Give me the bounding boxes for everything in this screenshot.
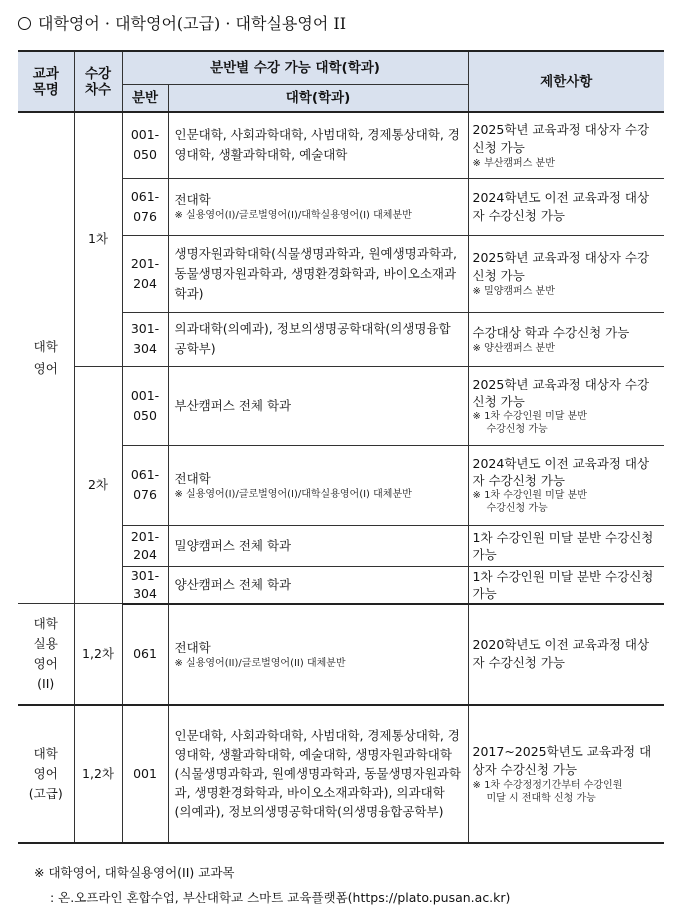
- college-note: ※ 실용영어(I)/글로벌영어(I)/대학실용영어(I) 대체분반: [174, 210, 412, 221]
- restriction-cell: [468, 604, 664, 705]
- college-cell: [168, 112, 468, 178]
- restriction-cell: [468, 445, 664, 525]
- class-cell: 061- 076: [122, 178, 168, 235]
- college-cell: [168, 525, 468, 566]
- restriction-note: 수강신청 가능: [486, 423, 548, 435]
- college-note: ※ 실용영어(II)/글로벌영어(II) 대체분반: [174, 657, 346, 669]
- class-cell: 301- 304: [122, 566, 168, 604]
- restriction-text: 1차 수강인원 미달 분반 수강신청 가능: [472, 568, 654, 601]
- restriction-note: ※ 밀양캠퍼스 분반: [472, 286, 555, 297]
- table-row: [18, 705, 664, 843]
- college-cell: [168, 178, 468, 235]
- college-text: 생명자원과학대학(식물생명과학과, 원예생명과학과, 동물생명자원과학과, 생명환경화학과, 바이오소재과학과): [174, 245, 457, 301]
- restriction-text: 2025학년 교육과정 대상자 수강신청 가능: [472, 121, 650, 155]
- restriction-text: 2017~2025학년도 교육과정 대상자 수강신청 가능: [472, 743, 652, 777]
- restriction-cell: [468, 235, 664, 312]
- header-round: 수강 차수: [74, 51, 122, 112]
- college-note: ※ 실용영어(I)/글로벌영어(I)/대학실용영어(I) 대체분반: [174, 488, 412, 500]
- college-text: 양산캠퍼스 전체 학과: [174, 576, 292, 592]
- college-text: 전대학: [174, 192, 211, 207]
- restriction-cell: [468, 312, 664, 366]
- college-text: 전대학: [174, 639, 211, 655]
- restriction-text: 2024학년도 이전 교육과정 대상자 수강신청 가능: [472, 456, 650, 488]
- restriction-text: 수강대상 학과 수강신청 가능: [472, 324, 630, 340]
- header-restriction: 제한사항: [468, 51, 664, 112]
- restriction-cell: [468, 178, 664, 235]
- restriction-text: 1차 수강인원 미달 분반 수강신청 가능: [472, 529, 654, 562]
- college-cell: [168, 366, 468, 445]
- header-class: 분반: [122, 85, 168, 113]
- restriction-note: ※ 1차 수강인원 미달 분반: [472, 490, 587, 501]
- table-row: [18, 366, 664, 445]
- restriction-cell: [468, 705, 664, 843]
- college-cell: [168, 312, 468, 366]
- college-text: 전대학: [174, 470, 211, 486]
- page-title: [18, 11, 346, 34]
- restriction-note: ※ 양산캠퍼스 분반: [472, 342, 555, 354]
- restriction-note: ※ 1차 수강정정기간부터 수강인원: [472, 779, 623, 791]
- restriction-cell: [468, 566, 664, 604]
- restriction-note: ※ 1차 수강인원 미달 분반: [472, 410, 587, 422]
- college-cell: [168, 445, 468, 525]
- circle-bullet-icon: [18, 17, 31, 30]
- college-text: 부산캠퍼스 전체 학과: [174, 397, 292, 413]
- restriction-cell: [468, 366, 664, 445]
- college-text: 밀양캠퍼스 전체 학과: [174, 537, 292, 553]
- header-college: 대학(학과): [168, 85, 468, 113]
- subject-cell: 대학 영어: [18, 112, 74, 604]
- college-text: 의과대학(의예과), 정보의생명공학대학(의생명융합공학부): [174, 321, 451, 356]
- restriction-cell: [468, 525, 664, 566]
- class-cell: 061: [122, 604, 168, 705]
- table-row: [18, 112, 664, 178]
- college-text: 인문대학, 사회과학대학, 사범대학, 경제통상대학, 경영대학, 생활과학대학, 예술대학: [174, 127, 460, 163]
- footnote-line-1: ※ 대학영어, 대학실용영어(II) 교과목: [34, 865, 235, 880]
- restriction-cell: [468, 112, 664, 178]
- college-cell: [168, 235, 468, 312]
- class-cell: 001: [122, 705, 168, 843]
- class-cell: 001- 050: [122, 366, 168, 445]
- round-cell: 1,2차: [74, 604, 122, 705]
- college-cell: [168, 604, 468, 705]
- restriction-text: 2024학년도 이전 교육과정 대상자 수강신청 가능: [472, 189, 650, 223]
- round-cell: 2차: [74, 366, 122, 604]
- subject-cell: 대학 실용 영어 (II): [18, 604, 74, 705]
- class-cell: 201- 204: [122, 235, 168, 312]
- college-cell: [168, 705, 468, 843]
- restriction-note: 수강신청 가능: [486, 503, 548, 514]
- college-cell: [168, 566, 468, 604]
- footnote-line-2: : 온.오프라인 혼합수업, 부산대학교 스마트 교육플랫폼(https://plato.pusan.ac.kr): [50, 890, 511, 905]
- class-cell: 301- 304: [122, 312, 168, 366]
- restriction-text: 2020학년도 이전 교육과정 대상자 수강신청 가능: [472, 637, 650, 670]
- restriction-note: ※ 부산캠퍼스 분반: [472, 157, 555, 169]
- restriction-text: 2025학년 교육과정 대상자 수강신청 가능: [472, 376, 650, 409]
- college-text: 인문대학, 사회과학대학, 사범대학, 경제통상대학, 경영대학, 생활과학대학, 예술대학, 생명자원과학대학(식물생명과학과, 원예생명과학과, 동물생명자원과학과, 생명환경화학과, 바이오소재과학과), 의과대학(의예과), 정보의생명공학대학(의생명융합공학부): [174, 728, 461, 819]
- header-subject: 교과 목명: [18, 51, 74, 112]
- round-cell: 1,2차: [74, 705, 122, 843]
- round-cell: 1차: [74, 112, 122, 366]
- subject-cell: 대학 영어 (고급): [18, 705, 74, 843]
- course-table: [18, 50, 664, 844]
- header-division-group: 분반별 수강 가능 대학(학과): [122, 51, 468, 85]
- class-cell: 001- 050: [122, 112, 168, 178]
- restriction-note: 미달 시 전대학 신청 가능: [486, 792, 596, 804]
- class-cell: 201- 204: [122, 525, 168, 566]
- table-row: [18, 604, 664, 705]
- restriction-text: 2025학년 교육과정 대상자 수강신청 가능: [472, 250, 650, 283]
- title-text: 대학영어 · 대학영어(고급) · 대학실용영어 II: [38, 14, 347, 33]
- class-cell: 061- 076: [122, 445, 168, 525]
